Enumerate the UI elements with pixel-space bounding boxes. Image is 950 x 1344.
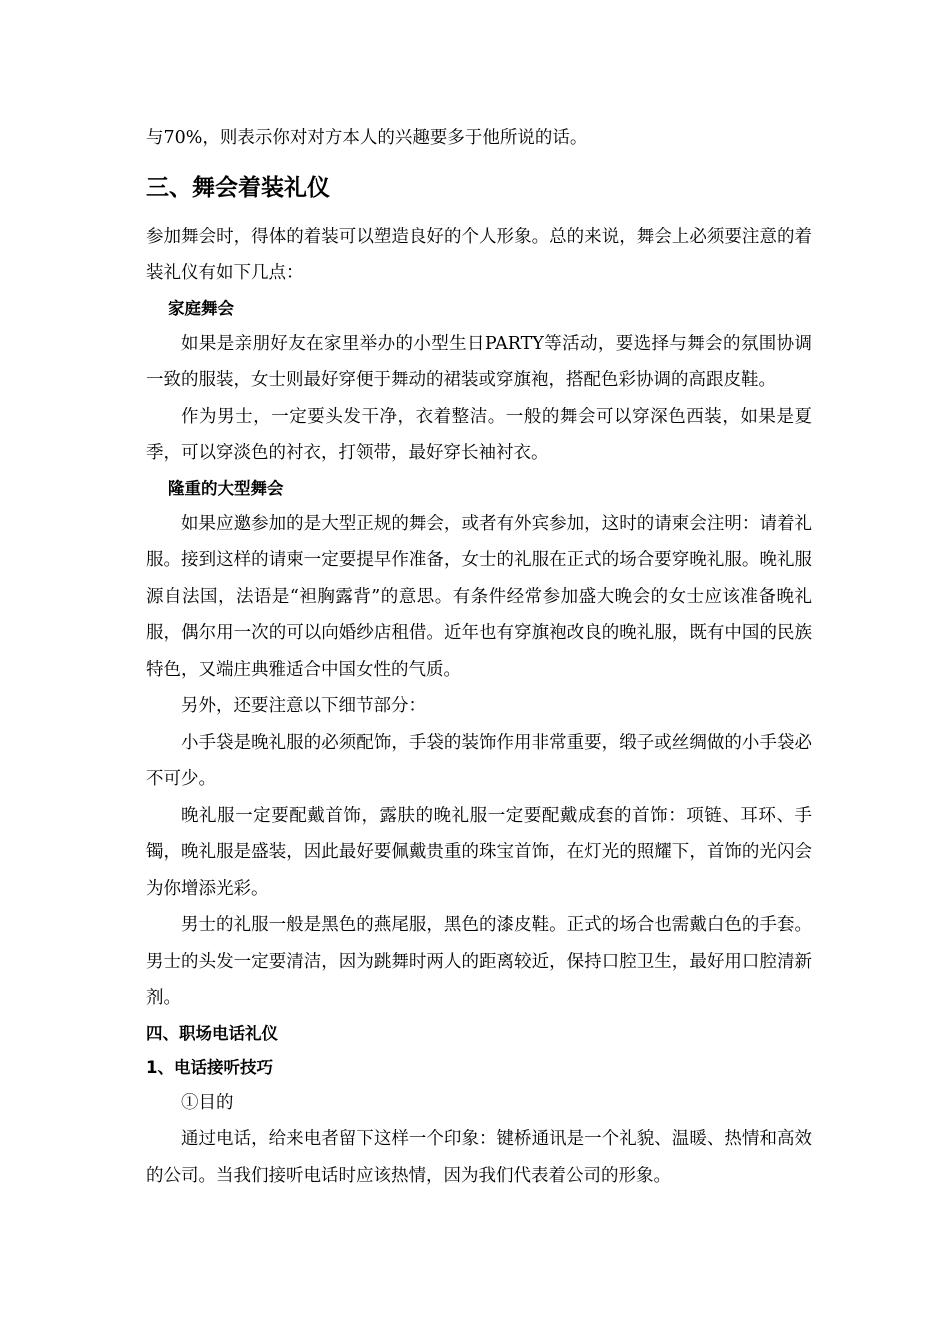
formal-dance-heading: 隆重的大型舞会 <box>168 478 284 498</box>
family-dance-heading: 家庭舞会 <box>168 298 234 318</box>
intro-tail-paragraph: 与70%，则表示你对对方本人的兴趣要多于他所说的话。 <box>146 128 588 148</box>
family-paragraph-2: 作为男士，一定要头发干净，衣着整洁。一般的舞会可以穿深色西装，如果是夏季，可以穿淡色的衬衣，打领带，最好穿长袖衬衣。 <box>146 406 812 463</box>
purpose-label: ①目的 <box>181 1092 234 1113</box>
formal-paragraph-5: 男士的礼服一般是黑色的燕尾服，黑色的漆皮鞋。正式的场合也需戴白色的手套。男士的头发一定要清洁，因为跳舞时两人的距离较近，保持口腔卫生，最好用口腔清新剂。 <box>146 915 812 1008</box>
family-paragraph-1: 如果是亲朋好友在家里举办的小型生日PARTY等活动，要选择与舞会的氛围协调一致的服装，女士则最好穿便于舞动的裙装或穿旗袍，搭配色彩协调的高跟皮鞋。 <box>146 333 812 390</box>
section3-title: 三、舞会着装礼仪 <box>146 174 330 201</box>
section4-title: 四、职场电话礼仪 <box>146 1023 278 1043</box>
formal-paragraph-1: 如果应邀参加的是大型正规的舞会，或者有外宾参加，这时的请柬会注明：请着礼服。接到这样的请柬一定要提早作准备，女士的礼服在正式的场合要穿晚礼服。晚礼服源自法国，法语是“袒胸露背”的意思。有条件经常参加盛大晚会的女士应该准备晚礼服，偶尔用一次的可以向婚纱店租借。近年也有穿旗袍改良的晚礼服，既有中国的民族特色，又端庄典雅适合中国女性的气质。 <box>146 513 812 680</box>
purpose-paragraph: 通过电话，给来电者留下这样一个印象：键桥通讯是一个礼貌、温暖、热情和高效的公司。当我们接听电话时应该热情，因为我们代表着公司的形象。 <box>146 1129 812 1186</box>
formal-paragraph-4: 晚礼服一定要配戴首饰，露肤的晚礼服一定要配戴成套的首饰：项链、耳环、手镯，晚礼服是盛装，因此最好要佩戴贵重的珠宝首饰，在灯光的照耀下，首饰的光闪会为你增添光彩。 <box>146 805 812 899</box>
section3-intro-paragraph: 参加舞会时，得体的着装可以塑造良好的个人形象。总的来说，舞会上必须要注意的着装礼仪有如下几点： <box>146 226 812 283</box>
document-page <box>146 120 812 1194</box>
formal-paragraph-3: 小手袋是晚礼服的必须配饰，手袋的装饰作用非常重要，缎子或丝绸做的小手袋必不可少。 <box>146 732 812 789</box>
formal-paragraph-2: 另外，还要注意以下细节部分： <box>181 696 426 716</box>
section4-subtitle-1: 1、电话接听技巧 <box>146 1057 273 1077</box>
